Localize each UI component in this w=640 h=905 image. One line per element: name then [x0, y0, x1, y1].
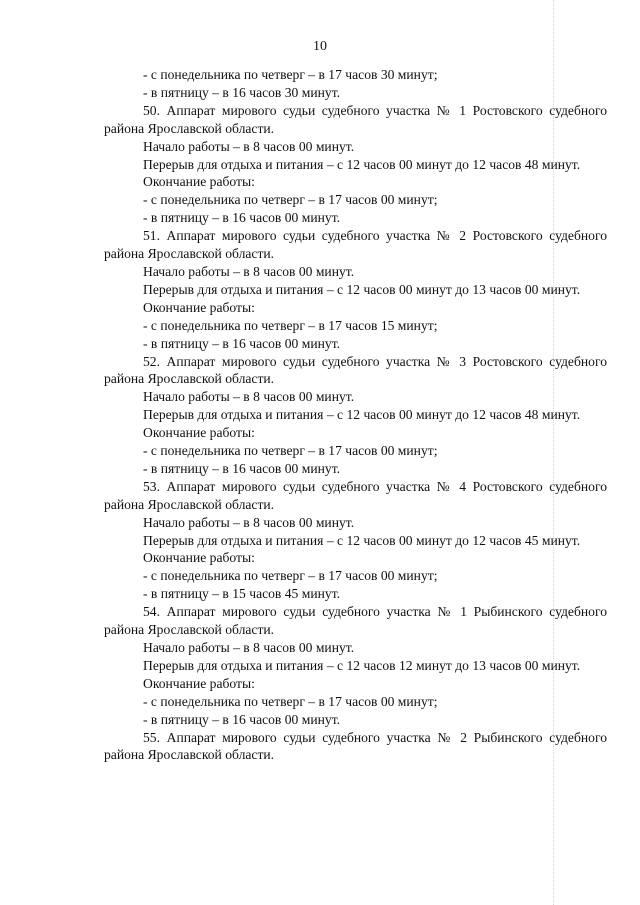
section-heading-50: 50. Аппарат мирового судьи судебного участка № 1 Ростовского судебного района Ярославской области.: [104, 102, 607, 136]
section-heading-52: 52. Аппарат мирового судьи судебного участка № 3 Ростовского судебного района Ярославской области.: [104, 353, 607, 387]
end-time-label: Окончание работы:: [143, 675, 255, 691]
section-heading-51: 51. Аппарат мирового судьи судебного участка № 2 Ростовского судебного района Ярославской области.: [104, 228, 607, 262]
break-time: Перерыв для отдыха и питания – с 12 часов 00 минут до 12 часов 45 минут.: [143, 532, 581, 548]
end-time-label: Окончание работы:: [143, 174, 255, 190]
section-heading-53: 53. Аппарат мирового судьи судебного участка № 4 Ростовского судебного района Ярославской области.: [104, 478, 607, 512]
start-time: Начало работы – в 8 часов 00 минут.: [143, 389, 355, 405]
list-item-friday-end: - в пятницу – в 16 часов 00 минут.: [143, 460, 341, 476]
list-item-friday-end: - в пятницу – в 16 часов 30 минут.: [143, 84, 341, 100]
list-item-friday-end: - в пятницу – в 15 часов 45 минут.: [143, 586, 341, 602]
break-time: Перерыв для отдыха и питания – с 12 часов 00 минут до 13 часов 00 минут.: [143, 281, 581, 297]
list-item-monday-thursday-end: - с понедельника по четверг – в 17 часов 00 минут;: [143, 443, 438, 459]
end-time-label: Окончание работы:: [143, 550, 255, 566]
start-time: Начало работы – в 8 часов 00 минут.: [143, 263, 355, 279]
section-heading-54: 54. Аппарат мирового судьи судебного участка № 1 Рыбинского судебного района Ярославской области.: [104, 604, 607, 638]
start-time: Начало работы – в 8 часов 00 минут.: [143, 138, 355, 154]
start-time: Начало работы – в 8 часов 00 минут.: [143, 640, 355, 655]
list-item-monday-thursday-end: - с понедельника по четверг – в 17 часов 15 минут;: [143, 317, 438, 333]
section-heading-55: 55. Аппарат мирового судьи судебного участка № 2 Рыбинского судебного района Ярославской области.: [104, 729, 607, 763]
list-item-monday-thursday-end: - с понедельника по четверг – в 17 часов 00 минут;: [143, 693, 438, 709]
start-time: Начало работы – в 8 часов 00 минут.: [143, 514, 355, 530]
break-time: Перерыв для отдыха и питания – с 12 часов 00 минут до 12 часов 48 минут.: [143, 407, 581, 423]
page-number: 10: [313, 39, 327, 54]
end-time-label: Окончание работы:: [143, 299, 255, 315]
list-item-monday-thursday-end: - с понедельника по четверг – в 17 часов 30 минут;: [143, 67, 438, 82]
list-item-monday-thursday-end: - с понедельника по четверг – в 17 часов 00 минут;: [143, 192, 438, 208]
document-body: [104, 66, 607, 764]
list-item-friday-end: - в пятницу – в 16 часов 00 минут.: [143, 335, 341, 351]
break-time: Перерыв для отдыха и питания – с 12 часов 00 минут до 12 часов 48 минут.: [143, 156, 581, 172]
list-item-friday-end: - в пятницу – в 16 часов 00 минут.: [143, 210, 341, 226]
end-time-label: Окончание работы:: [143, 425, 255, 441]
list-item-monday-thursday-end: - с понедельника по четверг – в 17 часов 00 минут;: [143, 568, 438, 584]
list-item-friday-end: - в пятницу – в 16 часов 00 минут.: [143, 711, 341, 727]
break-time: Перерыв для отдыха и питания – с 12 часов 12 минут до 13 часов 00 минут.: [143, 657, 581, 673]
